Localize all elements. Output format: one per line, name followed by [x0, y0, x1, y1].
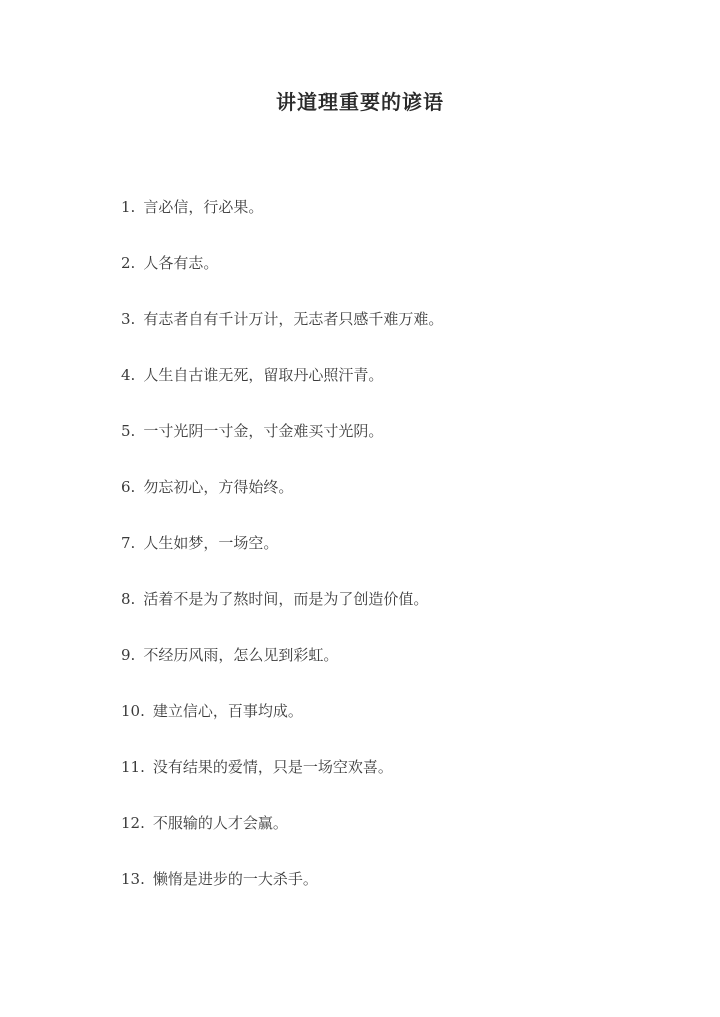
list-item	[121, 420, 681, 476]
list-item	[121, 196, 681, 252]
item-number: 5.	[121, 422, 136, 440]
item-number: 10.	[121, 702, 145, 720]
item-number: 8.	[121, 590, 136, 608]
item-text: 建立信心，百事均成。	[152, 702, 303, 720]
list-item	[121, 588, 681, 644]
list-item	[121, 252, 681, 308]
item-number: 3.	[121, 310, 136, 328]
page-title: 讲道理重要的谚语	[276, 90, 444, 114]
item-number: 13.	[121, 870, 145, 888]
list-item	[121, 644, 681, 700]
list-item	[121, 364, 681, 420]
list-item	[121, 532, 681, 588]
item-text: 人各有志。	[143, 254, 219, 272]
item-text: 有志者自有千计万计，无志者只感千难万难。	[143, 310, 444, 328]
item-text: 勿忘初心，方得始终。	[143, 478, 294, 496]
list-item	[121, 308, 681, 364]
item-text: 人生如梦，一场空。	[143, 534, 279, 552]
item-text: 没有结果的爱情，只是一场空欢喜。	[152, 758, 393, 776]
item-number: 12.	[121, 814, 145, 832]
item-text: 人生自古谁无死，留取丹心照汗青。	[143, 366, 384, 384]
list-item	[121, 868, 681, 924]
item-text: 一寸光阴一寸金，寸金难买寸光阴。	[143, 422, 384, 440]
list-item	[121, 756, 681, 812]
proverb-list	[121, 196, 681, 924]
item-number: 9.	[121, 646, 136, 664]
item-text: 活着不是为了熬时间，而是为了创造价值。	[143, 590, 429, 608]
list-item	[121, 700, 681, 756]
item-number: 2.	[121, 254, 136, 272]
list-item	[121, 476, 681, 532]
item-text: 懒惰是进步的一大杀手。	[152, 870, 318, 888]
item-text: 言必信，行必果。	[143, 198, 264, 216]
list-item	[121, 812, 681, 868]
item-number: 1.	[121, 198, 136, 216]
item-text: 不经历风雨，怎么见到彩虹。	[143, 646, 339, 664]
item-number: 4.	[121, 366, 136, 384]
item-number: 7.	[121, 534, 136, 552]
item-number: 6.	[121, 478, 136, 496]
item-text: 不服输的人才会赢。	[152, 814, 288, 832]
item-number: 11.	[121, 758, 145, 776]
